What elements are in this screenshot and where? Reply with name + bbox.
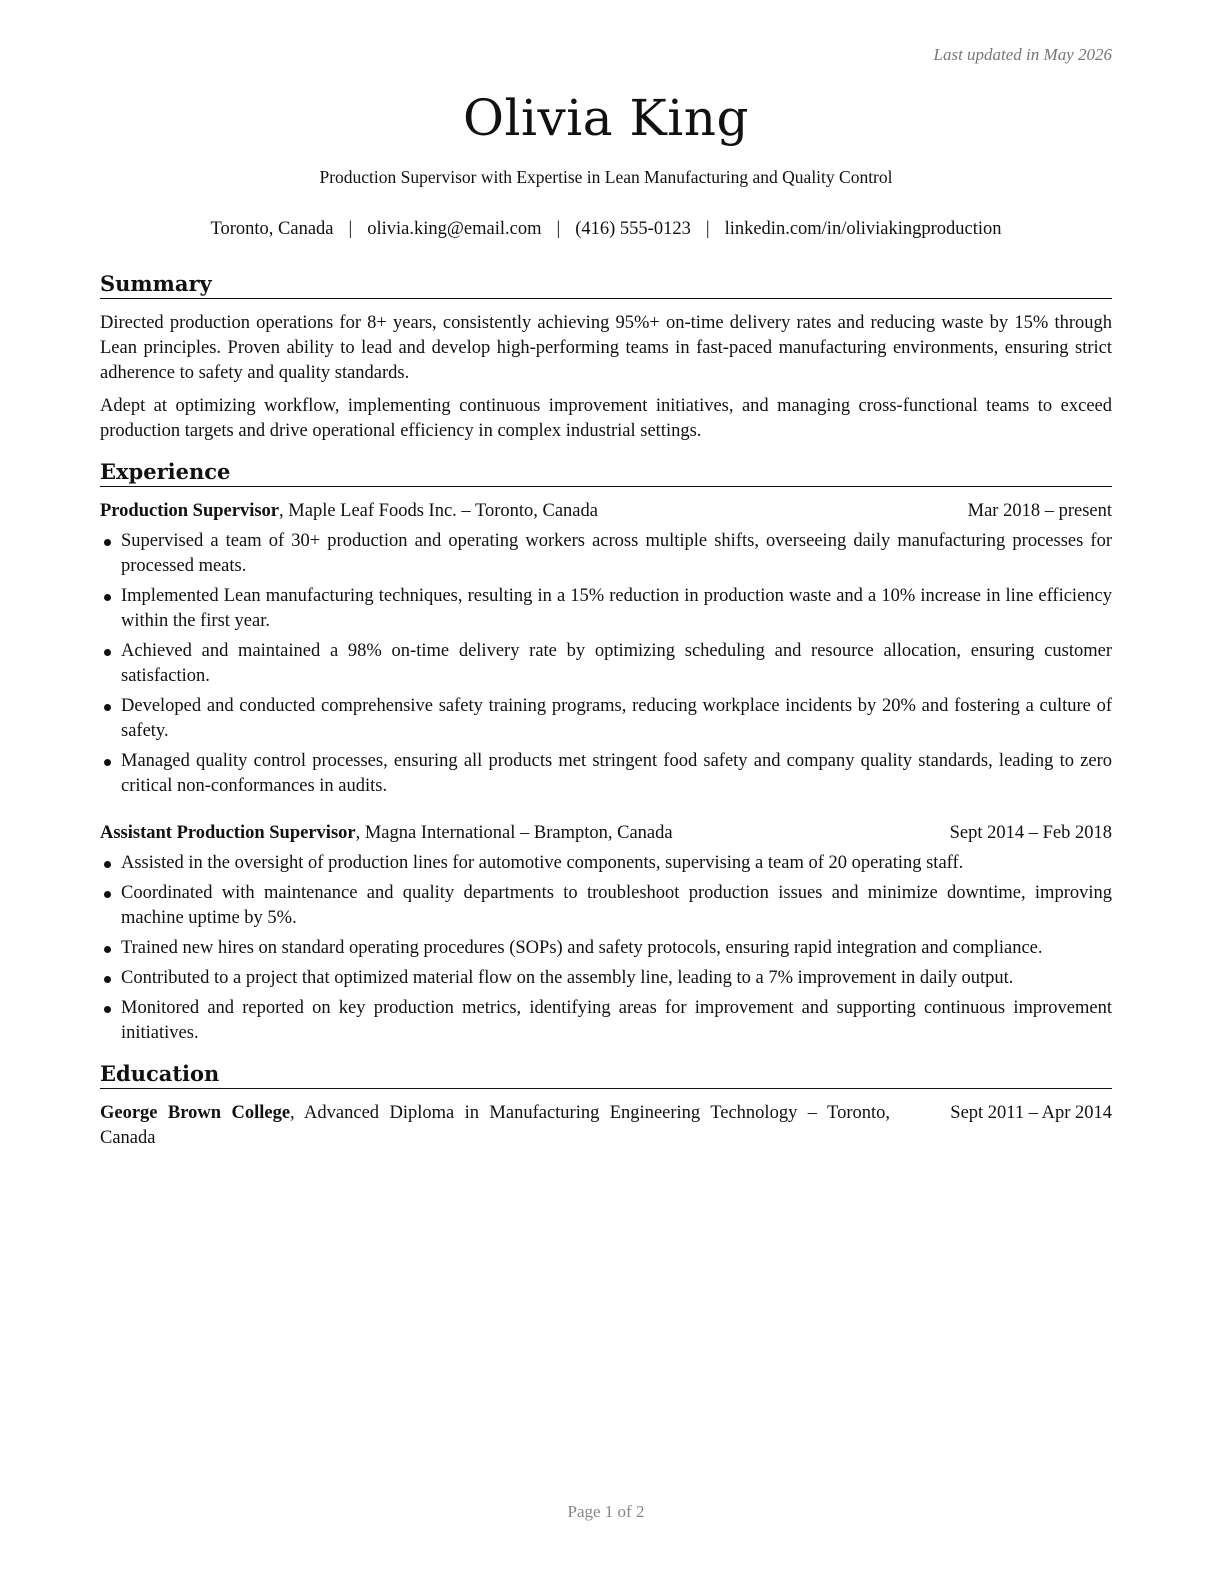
contact-separator: |: [705, 219, 710, 239]
bullet-item: [100, 584, 1112, 634]
degree-details: , Advanced Diploma in Manufacturing Engineering Technology – Toronto, Canada: [100, 1103, 890, 1148]
bullet-icon: [104, 759, 111, 766]
job-dates: Sept 2014 – Feb 2018: [949, 823, 1112, 843]
bullet-icon: [104, 946, 111, 953]
contact-separator: |: [556, 219, 561, 239]
bullet-text: Managed quality control processes, ensuring all products met stringent food safety and company quality standards, leading to zero critical non-conformances in audits.: [121, 751, 1112, 796]
school-name: George Brown College: [100, 1103, 291, 1123]
bullet-icon: [104, 976, 111, 983]
experience-section: [100, 458, 1112, 1046]
job-dates: Mar 2018 – present: [967, 501, 1112, 521]
bullet-text: Coordinated with maintenance and quality departments to troubleshoot production issues and minimize downtime, improving machine uptime by 5%.: [121, 883, 1112, 928]
resume-page: [100, 0, 1112, 1584]
bullet-text: Achieved and maintained a 98% on-time delivery rate by optimizing scheduling and resource allocation, ensuring customer satisfaction.: [121, 641, 1112, 686]
last-updated-note: Last updated in May 2026: [933, 45, 1112, 64]
bullet-text: Assisted in the oversight of production lines for automotive components, supervising a team of 20 operating staff.: [121, 853, 964, 873]
bullet-icon: [104, 594, 111, 601]
contact-line: [100, 219, 1112, 240]
contact-location: Toronto, Canada: [210, 219, 334, 239]
bullet-icon: [104, 861, 111, 868]
bullet-text: Monitored and reported on key production metrics, identifying areas for improvement and supporting continuous improvement initiatives.: [121, 998, 1112, 1043]
job-company: , Maple Leaf Foods Inc. – Toronto, Canada: [279, 501, 598, 521]
headline: Production Supervisor with Expertise in Lean Manufacturing and Quality Control: [319, 167, 893, 187]
job-entry: [100, 821, 1112, 1046]
contact-separator: |: [348, 219, 353, 239]
job-title: Assistant Production Supervisor: [100, 823, 356, 843]
bullet-item: [100, 749, 1112, 799]
contact-email[interactable]: olivia.king@email.com: [367, 219, 542, 239]
job-role-company: [100, 821, 673, 846]
education-dates: Sept 2011 – Apr 2014: [950, 1103, 1112, 1123]
summary-paragraph: Adept at optimizing workflow, implementing continuous improvement initiatives, and managing cross-functional teams to exceed production targets and drive operational efficiency in complex industrial settings.: [100, 396, 1112, 441]
bullet-item: [100, 529, 1112, 579]
bullet-text: Trained new hires on standard operating procedures (SOPs) and safety protocols, ensuring rapid integration and compliance.: [121, 938, 1043, 958]
bullet-item: [100, 694, 1112, 744]
education-entry: [100, 1101, 1112, 1151]
job-entry: [100, 499, 1112, 799]
bullet-icon: [104, 704, 111, 711]
summary-paragraph: Directed production operations for 8+ years, consistently achieving 95%+ on-time delivery rates and reducing waste by 15% through Lean principles. Proven ability to lead and develop high-performing teams in fast-paced manufacturing environments, ensuring strict adherence to safety and quality standards.: [100, 313, 1112, 383]
summary-section: [100, 270, 1112, 444]
section-heading-summary: Summary: [100, 270, 1112, 299]
bullet-item: [100, 936, 1112, 961]
job-bullets: [100, 851, 1112, 1046]
contact-phone[interactable]: (416) 555-0123: [575, 219, 691, 239]
bullet-item: [100, 996, 1112, 1046]
bullet-text: Implemented Lean manufacturing techniques, resulting in a 15% reduction in production waste and a 10% increase in line efficiency within the first year.: [121, 586, 1112, 631]
candidate-name: Olivia King: [463, 89, 749, 147]
bullet-item: [100, 881, 1112, 931]
page-number: Page 1 of 2: [567, 1502, 645, 1521]
job-role-company: [100, 499, 598, 524]
bullet-icon: [104, 649, 111, 656]
resume-body: [100, 270, 1112, 1165]
section-heading-experience: Experience: [100, 458, 1112, 487]
bullet-icon: [104, 891, 111, 898]
bullet-item: [100, 966, 1112, 991]
education-section: [100, 1060, 1112, 1151]
job-title: Production Supervisor: [100, 501, 280, 521]
job-company: , Magna International – Brampton, Canada: [355, 823, 673, 843]
job-bullets: [100, 529, 1112, 799]
bullet-text: Developed and conducted comprehensive safety training programs, reducing workplace incidents by 20% and fostering a culture of safety.: [121, 696, 1112, 741]
bullet-icon: [104, 1006, 111, 1013]
bullet-item: [100, 639, 1112, 689]
bullet-text: Contributed to a project that optimized material flow on the assembly line, leading to a 7% improvement in daily output.: [121, 968, 1014, 988]
section-heading-education: Education: [100, 1060, 1112, 1089]
job-header: [100, 499, 1112, 524]
bullet-icon: [104, 539, 111, 546]
bullet-item: [100, 851, 1112, 876]
education-details: [100, 1101, 890, 1151]
job-header: [100, 821, 1112, 846]
bullet-text: Supervised a team of 30+ production and operating workers across multiple shifts, overseeing daily manufacturing processes for processed meats.: [121, 531, 1112, 576]
contact-linkedin[interactable]: linkedin.com/in/oliviakingproduction: [724, 219, 1002, 239]
